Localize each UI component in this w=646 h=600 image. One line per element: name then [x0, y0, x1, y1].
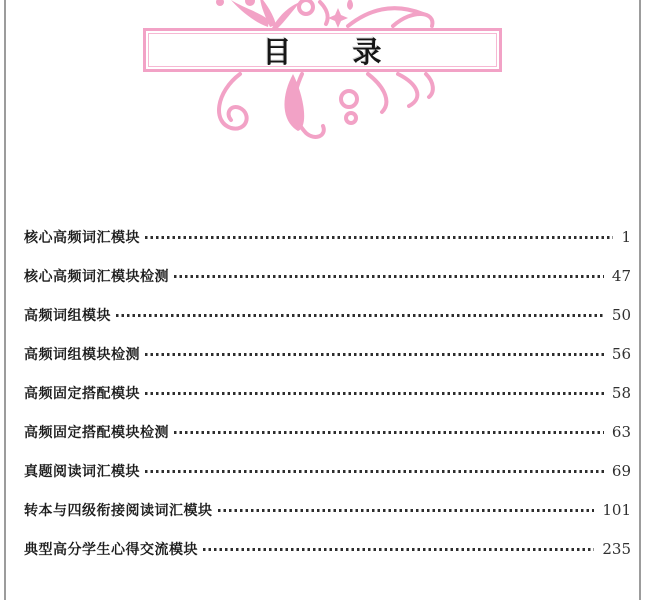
dot-leader [116, 314, 604, 317]
toc-entry-title: 真题阅读词汇模块 [24, 462, 140, 479]
toc-entry [24, 256, 631, 295]
toc-entry-page: 101 [602, 500, 631, 519]
toc-entry [24, 412, 631, 451]
toc-entry [24, 373, 631, 412]
toc-entry [24, 334, 631, 373]
toc-entry [24, 295, 631, 334]
dot-leader [218, 509, 595, 512]
toc-entry-title: 典型高分学生心得交流模块 [24, 540, 198, 557]
page-left-border [4, 0, 6, 600]
dot-leader [145, 392, 604, 395]
page-right-border [639, 0, 641, 600]
dot-leader [174, 431, 604, 434]
dot-leader [203, 548, 594, 551]
dot-leader [145, 470, 604, 473]
toc-entry-page: 69 [611, 461, 631, 480]
toc-entry-page: 47 [611, 266, 631, 285]
toc-entry [24, 451, 631, 490]
page-title: 目 录 [262, 36, 383, 69]
toc-entry-page: 58 [611, 383, 631, 402]
toc-entry-page: 50 [611, 305, 631, 324]
toc-entry-title: 核心高频词汇模块检测 [24, 267, 169, 284]
toc-entry-page: 63 [611, 422, 631, 441]
toc-entry-title: 转本与四级衔接阅读词汇模块 [24, 501, 213, 518]
toc-entry-title: 高频词组模块检测 [24, 345, 140, 362]
dot-leader [145, 353, 604, 356]
dot-leader [174, 275, 604, 278]
toc-entry-title: 高频固定搭配模块 [24, 384, 140, 401]
toc-entry [24, 217, 631, 256]
toc-entry-page: 1 [621, 227, 631, 246]
toc-entry-page: 56 [611, 344, 631, 363]
toc-entry-title: 核心高频词汇模块 [24, 228, 140, 245]
toc-entry-page: 235 [602, 539, 631, 558]
dot-leader [145, 236, 613, 239]
toc-entry [24, 490, 631, 529]
title-box [143, 28, 502, 72]
toc-list [24, 217, 631, 568]
toc-entry-title: 高频词组模块 [24, 306, 111, 323]
toc-entry-title: 高频固定搭配模块检测 [24, 423, 169, 440]
toc-entry [24, 529, 631, 568]
